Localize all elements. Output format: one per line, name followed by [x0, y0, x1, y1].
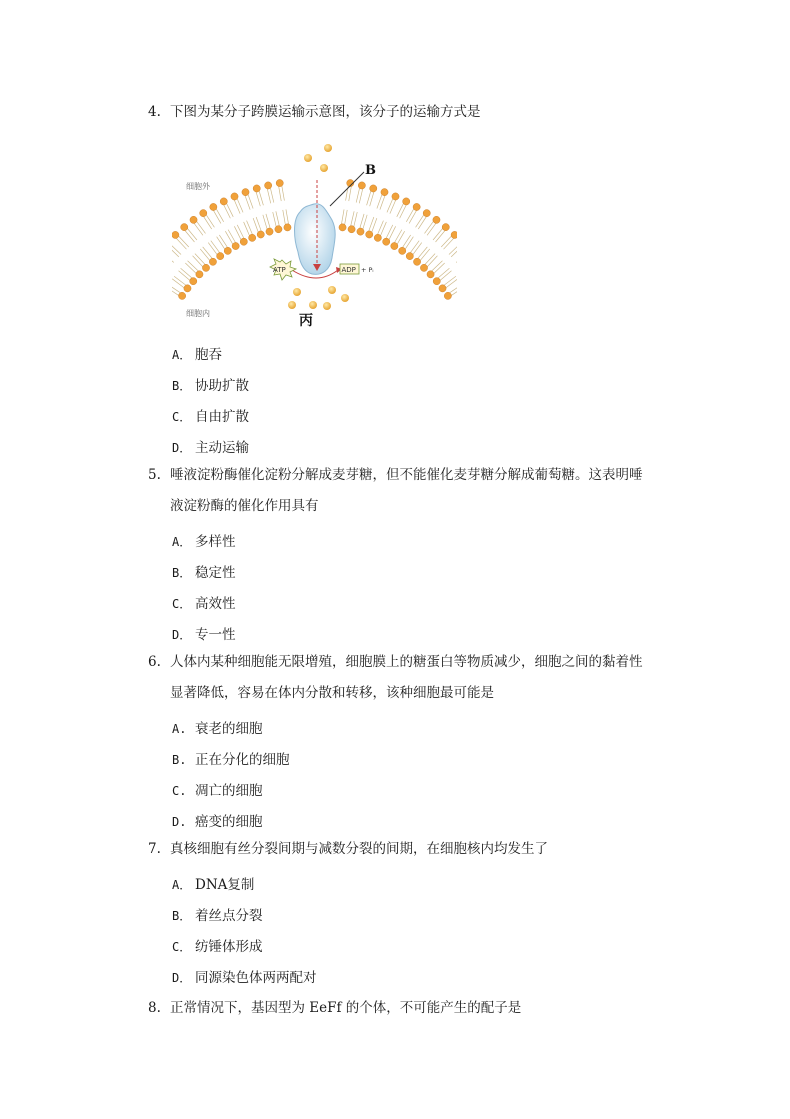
- lipid-head: [366, 231, 373, 238]
- option-text: 凋亡的细胞: [195, 783, 263, 799]
- option-letter: B．: [172, 379, 192, 393]
- option-text: 着丝点分裂: [195, 908, 263, 924]
- question-stem-line2: 液淀粉酶的催化作用具有: [170, 498, 319, 514]
- option-text: 自由扩散: [195, 409, 249, 425]
- lipid-head: [242, 189, 249, 196]
- lipid-head: [266, 228, 273, 235]
- option-6a[interactable]: [172, 717, 263, 737]
- question-7: [148, 834, 668, 865]
- lipid-head: [442, 224, 449, 231]
- option-text: 衰老的细胞: [195, 721, 263, 737]
- molecule: [288, 301, 296, 309]
- lipid-head: [339, 224, 346, 231]
- option-4b[interactable]: [172, 374, 249, 394]
- lipid-head: [253, 185, 260, 192]
- option-letter: D．: [172, 441, 192, 455]
- option-4c[interactable]: [172, 405, 249, 425]
- lipid-head: [357, 228, 364, 235]
- question-stem: 正常情况下，基因型为 EeFf 的个体，不可能产生的配子是: [170, 1000, 522, 1016]
- option-7b[interactable]: [172, 904, 263, 924]
- lipid-tail: [172, 244, 179, 256]
- option-text: DNA复制: [195, 877, 255, 893]
- lipid-head: [232, 242, 239, 249]
- molecule: [293, 288, 301, 296]
- option-text: 同源染色体两两配对: [195, 970, 317, 986]
- option-text: 胞吞: [195, 347, 222, 363]
- option-letter: B．: [172, 909, 192, 923]
- lipid-head: [403, 198, 410, 205]
- option-letter: D.: [172, 815, 187, 829]
- question-stem-line1: 人体内某种细胞能无限增殖，细胞膜上的糖蛋白等物质减少，细胞之间的黏着性: [170, 654, 643, 670]
- lipid-head: [265, 182, 272, 189]
- option-text: 稳定性: [195, 565, 236, 581]
- molecule: [320, 164, 328, 172]
- option-7a[interactable]: [172, 873, 254, 893]
- lipid-head: [190, 278, 197, 285]
- lipid-head: [381, 189, 388, 196]
- lipid-head: [179, 292, 186, 299]
- option-letter: B．: [172, 566, 192, 580]
- label-adp: ADP: [341, 266, 356, 274]
- label-outside: 细胞外: [186, 182, 210, 191]
- option-6c[interactable]: [172, 779, 263, 799]
- question-number: 6.: [148, 654, 161, 670]
- question-6: [148, 647, 668, 701]
- option-text: 主动运输: [195, 440, 249, 456]
- option-text: 协助扩散: [195, 378, 249, 394]
- option-letter: C．: [172, 597, 192, 611]
- option-4a[interactable]: [172, 343, 222, 363]
- option-text: 高效性: [195, 596, 236, 612]
- option-letter: B.: [172, 753, 187, 767]
- label-atp: ATP: [273, 266, 286, 274]
- question-number: 7.: [148, 841, 161, 857]
- lipid-head: [406, 253, 413, 260]
- lipid-head: [172, 231, 179, 238]
- molecule: [324, 144, 332, 152]
- option-5d[interactable]: [172, 623, 236, 643]
- lipid-head: [202, 264, 209, 271]
- option-letter: A．: [172, 348, 192, 362]
- lipid-head: [181, 224, 188, 231]
- option-7c[interactable]: [172, 935, 263, 955]
- lipid-head: [439, 285, 446, 292]
- option-letter: A．: [172, 535, 192, 549]
- lipid-head: [391, 242, 398, 249]
- lipid-head: [427, 271, 434, 278]
- lipid-head: [370, 185, 377, 192]
- option-letter: D．: [172, 628, 192, 642]
- question-number: 8.: [148, 1000, 161, 1016]
- option-text: 多样性: [195, 534, 236, 550]
- option-text: 癌变的细胞: [195, 814, 263, 830]
- lipid-tail: [172, 251, 174, 263]
- option-letter: C．: [172, 940, 192, 954]
- lipid-head: [240, 238, 247, 245]
- lipid-head: [399, 247, 406, 254]
- option-4d[interactable]: [172, 436, 249, 456]
- membrane-transport-figure: [172, 140, 457, 330]
- option-letter: D．: [172, 971, 192, 985]
- lipid-head: [374, 234, 381, 241]
- lipid-head: [383, 238, 390, 245]
- lipid-head: [184, 285, 191, 292]
- molecule: [309, 301, 317, 309]
- lipid-head: [348, 226, 355, 233]
- molecule: [341, 294, 349, 302]
- option-text: 正在分化的细胞: [195, 752, 290, 768]
- lipid-head: [284, 224, 291, 231]
- option-5c[interactable]: [172, 592, 236, 612]
- option-6b[interactable]: [172, 748, 290, 768]
- question-8: [148, 993, 668, 1024]
- option-7d[interactable]: [172, 966, 317, 986]
- lipid-head: [413, 258, 420, 265]
- lipid-head: [190, 216, 197, 223]
- question-5: [148, 460, 668, 514]
- option-letter: C.: [172, 784, 187, 798]
- lipid-head: [276, 179, 283, 186]
- lipid-tail: [451, 244, 457, 256]
- question-stem-line1: 唾液淀粉酶催化淀粉分解成麦芽糖，但不能催化麦芽糖分解成葡萄糖。这表明唾: [170, 467, 643, 483]
- option-5b[interactable]: [172, 561, 236, 581]
- lipid-head: [444, 292, 451, 299]
- question-stem: 真核细胞有丝分裂间期与减数分裂的间期，在细胞核内均发生了: [170, 841, 548, 857]
- label-b: B: [365, 163, 376, 178]
- question-stem-line2: 显著降低，容易在体内分散和转移，该种细胞最可能是: [170, 685, 494, 701]
- lipid-head: [257, 231, 264, 238]
- lipid-tail: [172, 242, 181, 254]
- lipid-head: [451, 231, 457, 238]
- lipid-head: [358, 182, 365, 189]
- option-letter: C．: [172, 410, 192, 424]
- lipid-head: [220, 198, 227, 205]
- label-pi: + Pᵢ: [361, 266, 374, 274]
- lipid-head: [423, 210, 430, 217]
- lipid-head: [413, 203, 420, 210]
- lipid-head: [196, 271, 203, 278]
- molecule: [328, 286, 336, 294]
- carrier-protein: [295, 204, 336, 275]
- option-text: 纺锤体形成: [195, 939, 263, 955]
- lipid-head: [200, 210, 207, 217]
- lipid-head: [433, 278, 440, 285]
- option-letter: A.: [172, 722, 187, 736]
- molecule: [323, 302, 331, 310]
- lipid-head: [217, 253, 224, 260]
- label-b-pointer: [330, 172, 364, 206]
- lipid-head: [249, 234, 256, 241]
- option-5a[interactable]: [172, 530, 236, 550]
- question-4: [148, 97, 668, 128]
- option-6d[interactable]: [172, 810, 263, 830]
- lipid-head: [420, 264, 427, 271]
- label-bing: 丙: [299, 313, 313, 329]
- lipid-head: [392, 193, 399, 200]
- lipid-head: [224, 247, 231, 254]
- lipid-head: [209, 258, 216, 265]
- question-number: 4.: [148, 104, 161, 120]
- option-letter: A．: [172, 878, 192, 892]
- lipid-head: [433, 216, 440, 223]
- question-number: 5.: [148, 467, 161, 483]
- lipid-tail: [456, 251, 457, 263]
- question-stem: 下图为某分子跨膜运输示意图，该分子的运输方式是: [170, 104, 481, 120]
- lipid-head: [231, 193, 238, 200]
- molecule: [304, 154, 312, 162]
- lipid-head: [275, 226, 282, 233]
- lipid-head: [210, 203, 217, 210]
- label-inside: 细胞内: [186, 309, 210, 318]
- option-text: 专一性: [195, 627, 236, 643]
